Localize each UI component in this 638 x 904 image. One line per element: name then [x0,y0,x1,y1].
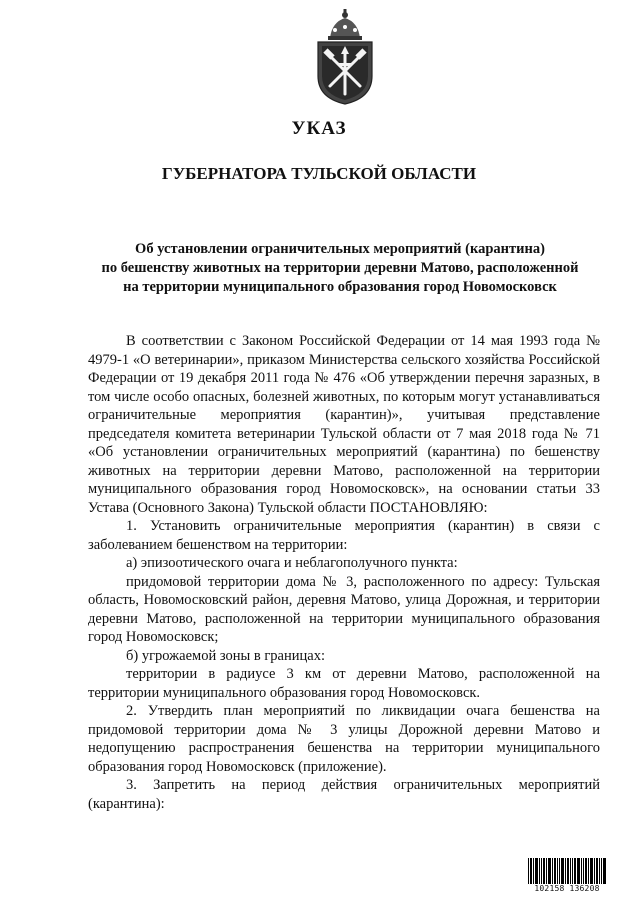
item-3-paragraph: 3. Запретить на период действия ограничительных мероприятий (карантина): [88,777,600,812]
subject-line: Об установлении ограничительных мероприятий (карантина) [135,241,545,257]
issuer-heading: ГУБЕРНАТОРА ТУЛЬСКОЙ ОБЛАСТИ [161,164,477,183]
item-2-paragraph: 2. Утвердить план мероприятий по ликвидации очага бешенства на придомовой территории дома № 3 улицы Дорожной деревни Матово и недопущению распространения бешенства на территории муниципального образования город Новомосковск (приложение). [88,703,600,775]
preamble-paragraph: В соответствии с Законом Российской Федерации от 14 мая 1993 года № 4979-1 «О ветеринарии», приказом Министерства сельского хозяйства Российской Федерации от 19 декабря 2011 года № 476 «Об утверждении перечня заразных, в том числе особо опасных, болезней животных, по которым могут устанавливаться ограничительные мероприятия (карантин)», учитывая представление председателя комитета ветеринарии Тульской области от 7 мая 2018 года № 71 «Об установлении ограничительных мероприятий (карантина) по бешенству животных на территории деревни Матово, расположенной на территории муниципального образования город Новомосковск», на основании статьи 33 Устава (Основного Закона) Тульской области ПОСТАНОВЛЯЮ: [88,333,600,516]
document-type-heading: УКАЗ [291,118,347,139]
item-1-paragraph: 1. Установить ограничительные мероприятия (карантин) в связи с заболеванием бешенством на территории: [88,518,600,553]
subject-line: на территории муниципального образования город Новомосковск [123,279,557,295]
coat-of-arms-icon [302,8,388,106]
document-subject [60,240,620,297]
item-1b-heading: б) угрожаемой зоны в границах: [126,647,325,664]
item-1a-paragraph: придомовой территории дома № 3, расположенного по адресу: Тульская область, Новомосковский район, деревня Матово, улица Дорожная, и территории деревни Матово, расположенной на территории муниципального образования город Новомосковск; [88,573,600,645]
item-1b-paragraph: территории в радиусе 3 км от деревни Матово, расположенной на территории муниципального образования город Новомосковск. [88,666,600,701]
subject-line: по бешенству животных на территории деревни Матово, расположенной [101,260,579,276]
item-1a-heading: а) эпизоотического очага и неблагополучного пункта: [126,555,458,571]
barcode-number: 102158 136208 [527,884,607,893]
document-body [88,332,600,813]
